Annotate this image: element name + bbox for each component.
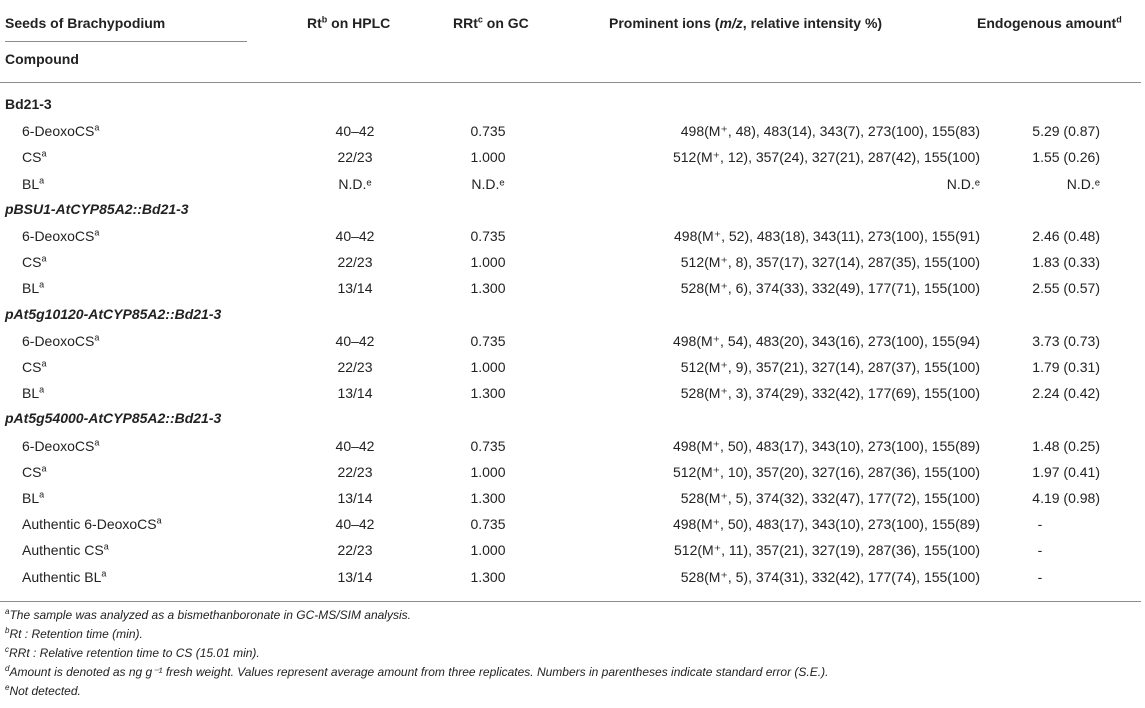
footnote: $^c$RRt : Relative retention time to CS (15.01 min). (5, 645, 260, 660)
rrt-value: 1.300 (470, 280, 506, 297)
table-row (0, 485, 1141, 511)
rt-value: 22/23 (337, 542, 373, 559)
header-subrule (5, 41, 247, 42)
amount-value: 2.46 (0.48) (1032, 228, 1100, 244)
compound-name: Authentic $BL^a$ (22, 567, 107, 585)
ions-value: 528(M⁺, 6), 374(33), 332(49), 177(71), 155(100) (680, 280, 980, 297)
table-row (0, 144, 1141, 170)
ions-value: 528(M⁺, 5), 374(31), 332(42), 177(74), 155(100) (680, 568, 980, 585)
rrt-value: 1.300 (470, 568, 506, 585)
table-row (0, 459, 1141, 485)
rt-value: 13/14 (337, 490, 373, 506)
ions-value: 528(M⁺, 5), 374(32), 332(47), 177(72), 155(100) (680, 490, 980, 506)
rt-value: 22/23 (337, 254, 373, 271)
table-row (0, 511, 1141, 537)
header-ions: Prominent ions (m/z, relative intensity %) (609, 15, 883, 31)
rrt-value: 1.000 (470, 149, 506, 166)
table-row (0, 354, 1141, 380)
compound-name: 6-DeoxoCS$^a$ (22, 332, 100, 349)
rt-value: 40–42 (335, 437, 375, 454)
compound-name: 6-DeoxoCS$^a$ (22, 436, 100, 454)
ions-value: 512(M⁺, 9), 357(21), 327(14), 287(37), 155(100) (680, 359, 980, 375)
compound-name: $CS^a$ (22, 358, 47, 375)
table-row (0, 328, 1141, 354)
compound-name: Authentic $CS^a$ (22, 541, 109, 559)
rt-value: 22/23 (337, 149, 373, 166)
rt-value: 40–42 (335, 332, 375, 349)
amount-value: 2.24 (0.42) (1032, 385, 1100, 402)
amount-value: 2.55 (0.57) (1032, 280, 1100, 297)
rt-value: N.D.ᵉ (338, 175, 372, 192)
amount-value: 4.19 (0.98) (1032, 490, 1100, 506)
rt-value: 40–42 (335, 228, 375, 244)
header-rule (0, 82, 1141, 83)
header-amount: Endogenous amount$^d$ (977, 14, 1122, 31)
footnote: $^b$Rt : Retention time (min). (5, 626, 143, 641)
footnote: $^d$Amount is denoted as ng g⁻¹ fresh weight. Values represent average amount from three replicates. Numbers in parentheses indicate standard error (S.E.). (5, 664, 829, 679)
group-title: pBSU1-AtCYP85A2::Bd21-3 (5, 200, 189, 217)
rt-value: 13/14 (337, 568, 373, 585)
header-compound: Compound (5, 51, 79, 67)
amount-value: 1.48 (0.25) (1032, 437, 1100, 454)
compound-name: $CS^a$ (22, 463, 47, 480)
ions-value: 498(M⁺, 54), 483(20), 343(16), 273(100), 155(94) (672, 332, 980, 349)
table-row (0, 433, 1141, 459)
compound-name: $CS^a$ (22, 253, 47, 271)
rrt-value: 1.000 (470, 254, 506, 271)
ions-value: 528(M⁺, 3), 374(29), 332(42), 177(69), 155(100) (680, 385, 980, 402)
compound-name: $BL^a$ (22, 279, 45, 297)
compound-name: $BL^a$ (22, 174, 45, 192)
ions-value: 498(M⁺, 50), 483(17), 343(10), 273(100), 155(89) (672, 437, 980, 454)
compound-name: 6-DeoxoCS$^a$ (22, 122, 100, 140)
rt-value: 40–42 (335, 516, 375, 533)
amount-value: 1.55 (0.26) (1032, 149, 1100, 166)
amount-value: - (1037, 568, 1043, 585)
table-row (0, 380, 1141, 406)
group-title: pAt5g10120-AtCYP85A2::Bd21-3 (5, 305, 222, 322)
table-row (0, 537, 1141, 563)
ions-value: N.D.ᵉ (946, 175, 980, 192)
header-rrt: RRt$^c$ on GC (453, 14, 529, 31)
rrt-value: 0.735 (470, 123, 506, 140)
compound-name: Authentic 6-DeoxoCS$^a$ (22, 515, 162, 533)
ions-value: 512(M⁺, 12), 357(24), 327(21), 287(42), 155(100) (672, 149, 980, 166)
ions-value: 512(M⁺, 10), 357(20), 327(16), 287(36), 155(100) (672, 463, 980, 480)
ions-value: 498(M⁺, 52), 483(18), 343(11), 273(100), 155(91) (674, 228, 980, 244)
ions-value: 498(M⁺, 50), 483(17), 343(10), 273(100), 155(89) (672, 516, 980, 533)
compound-name: $BL^a$ (22, 384, 45, 402)
amount-value: - (1037, 542, 1043, 559)
amount-value: 3.73 (0.73) (1032, 332, 1100, 349)
rt-value: 13/14 (337, 385, 373, 402)
group-title: pAt5g54000-AtCYP85A2::Bd21-3 (5, 410, 222, 427)
table-row (0, 223, 1141, 249)
amount-value: - (1037, 516, 1043, 533)
rrt-value: 0.735 (470, 332, 506, 349)
rrt-value: 1.000 (470, 359, 506, 375)
header-rt: Rt$^b$ on HPLC (307, 14, 391, 31)
compound-name: $BL^a$ (22, 489, 45, 506)
amount-value: 1.83 (0.33) (1032, 254, 1100, 271)
compound-name: 6-DeoxoCS$^a$ (22, 227, 100, 244)
rt-value: 40–42 (335, 123, 375, 140)
table-row (0, 275, 1141, 301)
rrt-value: 0.735 (470, 437, 506, 454)
table-row (0, 118, 1141, 144)
rrt-value: 0.735 (470, 516, 506, 533)
group-title: Bd21-3 (5, 96, 52, 112)
rt-value: 22/23 (337, 359, 373, 375)
rrt-value: 1.300 (470, 490, 506, 506)
rrt-value: 1.000 (470, 542, 506, 559)
rt-value: 13/14 (337, 280, 373, 297)
amount-value: 1.79 (0.31) (1032, 359, 1100, 375)
header-seeds: Seeds of Brachypodium (5, 15, 166, 31)
footnote: $^e$Not detected. (5, 683, 81, 698)
compound-name: $CS^a$ (22, 148, 47, 166)
amount-value: N.D.ᵉ (1066, 175, 1100, 192)
table-row (0, 564, 1141, 590)
bottom-rule (0, 601, 1141, 602)
table-row (0, 171, 1141, 197)
amount-value: 1.97 (0.41) (1032, 463, 1100, 480)
amount-value: 5.29 (0.87) (1032, 123, 1100, 140)
ions-value: 512(M⁺, 8), 357(17), 327(14), 287(35), 155(100) (680, 254, 980, 271)
table-row (0, 249, 1141, 275)
ions-value: 498(M⁺, 48), 483(14), 343(7), 273(100), 155(83) (680, 123, 980, 140)
ions-value: 512(M⁺, 11), 357(21), 327(19), 287(36), 155(100) (674, 542, 980, 559)
rt-value: 22/23 (337, 463, 373, 480)
rrt-value: N.D.ᵉ (471, 175, 505, 192)
rrt-value: 0.735 (470, 228, 506, 244)
rrt-value: 1.300 (470, 385, 506, 402)
rrt-value: 1.000 (470, 463, 506, 480)
footnote: $^a$The sample was analyzed as a bismethanboronate in GC-MS/SIM analysis. (5, 607, 411, 622)
